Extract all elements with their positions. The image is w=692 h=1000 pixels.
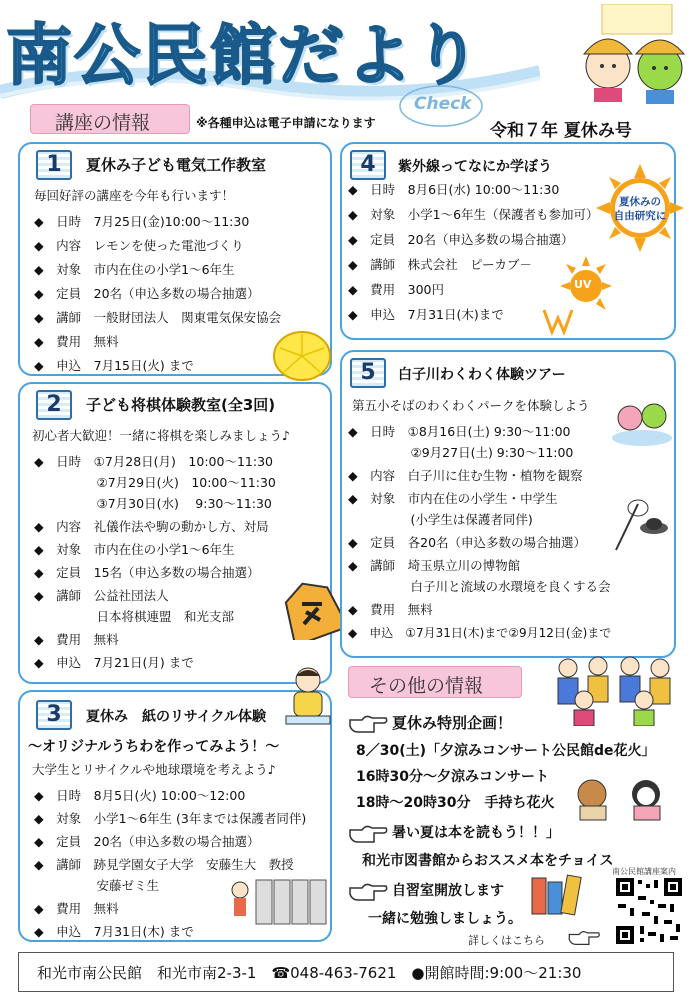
course-info-label: 講座の情報 xyxy=(30,104,190,134)
online-application-notice: ※各種申込は電子申請になります xyxy=(196,116,376,130)
books-icon xyxy=(528,874,582,918)
course-intro: 毎回好評の講座を今年も行います！ xyxy=(34,188,235,203)
detail-row: ◆ 対象 市内在住の小学生・中学生 xyxy=(348,491,558,506)
course-details xyxy=(34,214,281,374)
course-title: 紫外線ってなにか学ぼう xyxy=(398,159,552,175)
shogi-piece-icon xyxy=(282,580,342,640)
free-research-sun-badge xyxy=(596,164,684,252)
check-text: Check xyxy=(414,94,472,114)
footer-contact: 和光市南公民館 和光市南2-3-1 ☎048-463-7621 ●開館時間:9:00～21:30 xyxy=(18,952,674,992)
details-link[interactable]: 詳しくはこちら xyxy=(468,934,545,947)
detail-row: ◆ 日時 ①7月28日(月) 10:00～11:30 xyxy=(34,454,273,469)
qr-code-icon[interactable] xyxy=(614,876,684,946)
course-2-box xyxy=(18,382,332,684)
detail-row: ◆ 対象 市内在住の小学1～6年生 xyxy=(34,262,235,277)
detail-row: ◆ 講師 跡見学園女子大学 安藤生大 教授 xyxy=(34,857,294,872)
recycle-bins-icon xyxy=(226,870,330,930)
lemon-icon xyxy=(270,328,334,384)
detail-row: ②9月27日(土) 9:30～11:00 xyxy=(348,445,574,460)
detail-row: ◆ 申込 ①7月31日(木)まで②9月12日(金)まで xyxy=(348,626,612,640)
detail-row: 安藤ゼミ生 xyxy=(34,878,160,893)
detail-row: ◆ 申込 7月31日(木)まで xyxy=(348,307,504,322)
detail-row: (小学生は保護者同伴) xyxy=(348,512,533,527)
pointing-hand-icon xyxy=(566,928,602,946)
course-title: 夏休み 紙のリサイクル体験 xyxy=(86,709,267,725)
concert-time: 16時30分～夕涼みコンサート xyxy=(356,769,549,785)
uv-text: UV xyxy=(574,278,592,291)
study-room-message: 一緒に勉強しましょう。 xyxy=(368,911,522,927)
check-badge xyxy=(398,84,484,128)
detail-row: ◆ 申込 7月15日(火) まで xyxy=(34,358,194,373)
course-title: 子ども将棋体験教室(全3回) xyxy=(86,396,276,414)
detail-row: ◆ 内容 レモンを使った電池づくり xyxy=(34,238,244,253)
detail-row: ◆ 費用 無料 xyxy=(34,901,119,916)
detail-row: ◆ 講師 埼玉県立川の博物館 xyxy=(348,558,521,573)
header xyxy=(0,0,692,108)
detail-row: 日本将棋連盟 和光支部 xyxy=(34,609,235,624)
detail-row: ◆ 定員 20名（申込多数の場合抽選） xyxy=(34,286,260,301)
detail-row: ◆ 定員 各20名（申込多数の場合抽選） xyxy=(348,535,587,550)
other-info-label: その他の情報 xyxy=(348,666,522,698)
course-subtitle: ～オリジナルうちわを作ってみよう！～ xyxy=(28,739,280,755)
detail-row: ◆ 内容 礼儀作法や駒の動かし方、対局 xyxy=(34,519,269,534)
course-number: 1 xyxy=(36,150,72,180)
special-event-title: 夏休み特別企画！ xyxy=(392,714,513,732)
detail-row: ◆ 対象 小学1～6年生 (3年までは保護者同伴) xyxy=(34,811,307,826)
course-5-box xyxy=(340,350,676,658)
detail-row: ③7月30日(水) 9:30～11:30 xyxy=(34,496,272,511)
detail-row: ◆ 対象 市内在住の小学1～6年生 xyxy=(34,542,235,557)
sun-label-line1: 夏休みの xyxy=(619,196,661,208)
course-number: 5 xyxy=(350,358,386,388)
river-mascots-icon xyxy=(610,394,674,448)
detail-row: ◆ 定員 15名（申込多数の場合抽選） xyxy=(34,565,260,580)
course-number: 2 xyxy=(36,390,72,420)
course-number: 3 xyxy=(36,700,72,730)
library-recommendation: 和光市図書館からおススメ本をチョイス xyxy=(362,853,614,869)
concert-event: 8／30(土)「夕涼みコンサート公民館de花火」 xyxy=(356,743,656,759)
qr-caption: 南公民館講座案内 xyxy=(612,867,676,876)
uv-illustration xyxy=(540,256,614,336)
course-details xyxy=(348,424,611,641)
uv-sun-icon xyxy=(540,256,614,336)
reading-event-title: 暑い夏は本を読もう！！」 xyxy=(392,825,560,841)
detail-row: ◆ 費用 300円 xyxy=(348,282,444,297)
detail-row: ◆ 日時 8月5日(火) 10:00～12:00 xyxy=(34,788,246,803)
band-illustration-icon xyxy=(548,654,684,726)
detail-row: ◆ 費用 無料 xyxy=(34,632,119,647)
child-crafting-icon xyxy=(282,664,334,728)
course-1-box xyxy=(18,142,332,376)
detail-row: ◆ 日時 ①8月16日(土) 9:30～11:00 xyxy=(348,424,571,439)
pointing-hand-icon xyxy=(348,880,388,902)
bear-and-penguin-icon xyxy=(570,776,676,822)
mascot-characters-icon xyxy=(580,4,688,108)
course-intro: 大学生とリサイクルや地球環境を考えよう♪ xyxy=(32,762,276,777)
detail-row: 白子川と流域の水環境を良くする会 xyxy=(348,579,611,594)
course-number: 4 xyxy=(350,150,386,180)
sun-label-line2: 自由研究に xyxy=(613,210,667,222)
issue-label: 令和７年 夏休み号 xyxy=(490,121,632,141)
detail-row: ◆ 申込 7月31日(木) まで xyxy=(34,924,194,939)
study-room-title: 自習室開放します xyxy=(392,883,504,899)
fireworks-time: 18時～20時30分 手持ち花火 xyxy=(356,795,555,811)
detail-row: ◆ 申込 7月21日(月) まで xyxy=(34,655,194,670)
detail-row: ◆ 日時 8月6日(水) 10:00～11:30 xyxy=(348,182,560,197)
page-title: 南公民館だより xyxy=(6,17,482,94)
net-and-hat-icon xyxy=(610,498,670,554)
detail-row: ◆ 講師 一般財団法人 関東電気保安協会 xyxy=(34,310,282,325)
course-title: 白子川わくわく体験ツアー xyxy=(398,367,566,383)
detail-row: ◆ 講師 公益社団法人 xyxy=(34,588,169,603)
pointing-hand-icon xyxy=(348,712,388,734)
course-details xyxy=(34,454,276,671)
detail-row: ②7月29日(火) 10:00～11:30 xyxy=(34,475,276,490)
course-3-box xyxy=(18,690,332,942)
pointing-hand-icon xyxy=(348,822,388,844)
detail-row: ◆ 定員 20名（申込多数の場合抽選） xyxy=(34,834,260,849)
detail-row: ◆ 日時 7月25日(金)10:00～11:30 xyxy=(34,214,250,229)
detail-row: ◆ 定員 20名（申込多数の場合抽選） xyxy=(348,232,574,247)
detail-row: ◆ 講師 株式会社 ピーカブ－ xyxy=(348,257,532,272)
detail-row: ◆ 費用 無料 xyxy=(348,602,433,617)
detail-row: ◆ 対象 小学1～6年生（保護者も参加可） xyxy=(348,207,599,222)
course-title: 夏休み子ども電気工作教室 xyxy=(86,156,267,174)
detail-row: ◆ 費用 無料 xyxy=(34,334,119,349)
detail-row: ◆ 内容 白子川に住む生物・植物を観察 xyxy=(348,468,583,483)
course-intro: 初心者大歓迎！一緒に将棋を楽しみましょう♪ xyxy=(32,428,290,443)
course-intro: 第五小そばのわくわくパークを体験しよう xyxy=(352,398,590,413)
